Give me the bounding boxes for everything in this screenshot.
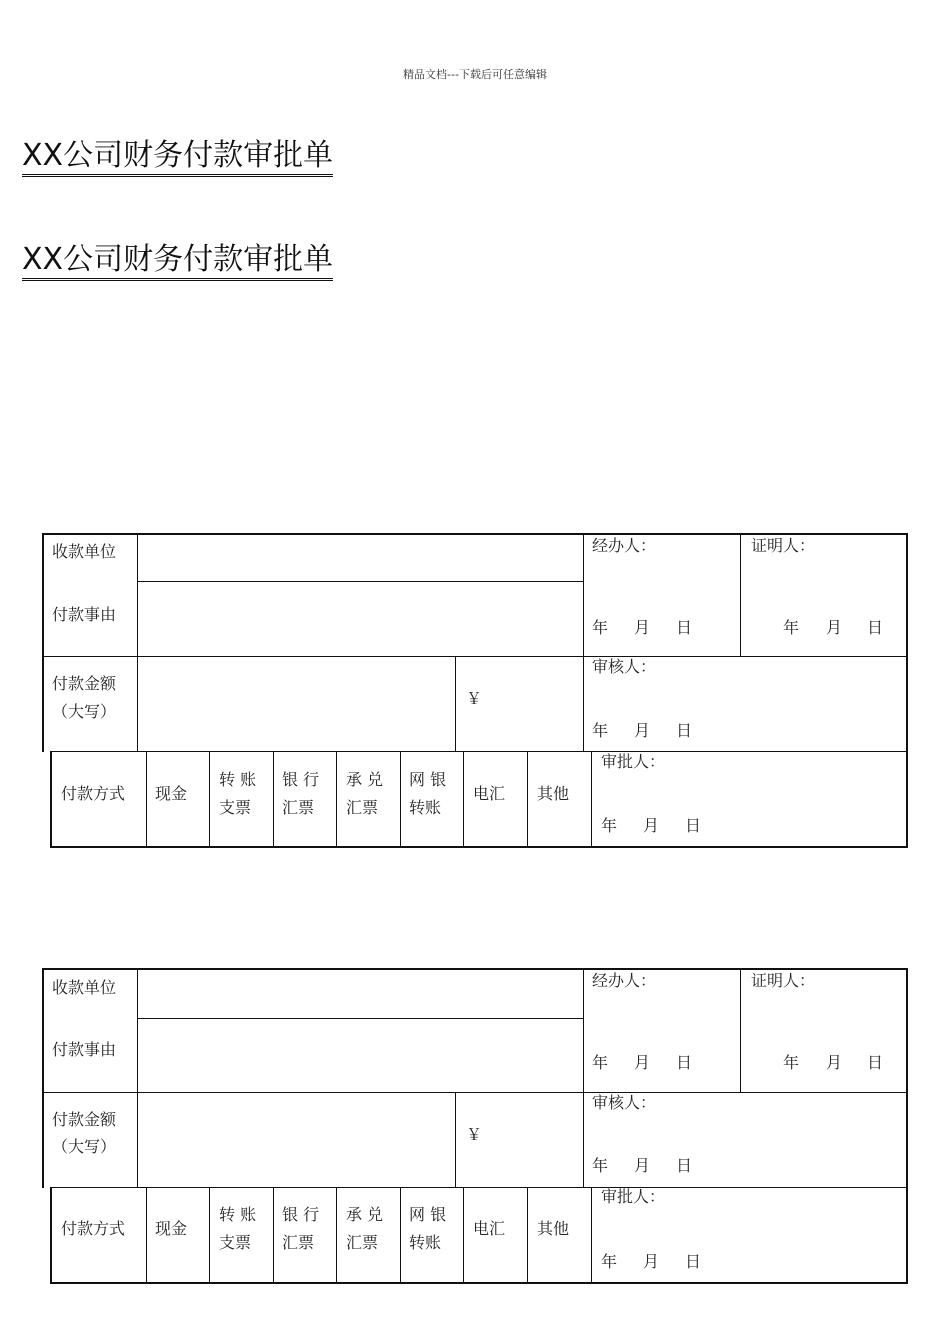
approver-date-day: 日: [685, 1252, 702, 1271]
reviewer-date-year: 年: [592, 721, 609, 740]
method-acceptance-line2: 汇票: [346, 798, 379, 817]
payment-approval-form-repeat: [0, 968, 950, 1288]
witness-label: 证明人：: [751, 536, 816, 555]
method-bank-draft-line1: 银 行: [282, 770, 320, 789]
amount-in-words-label: （大写）: [52, 702, 117, 721]
approver-date-year: 年: [601, 816, 618, 835]
payment-approval-form: [0, 533, 950, 853]
approver-date-year: 年: [601, 1252, 618, 1271]
approver-label: 审批人：: [601, 1187, 666, 1206]
reviewer-date-year: 年: [592, 1156, 609, 1175]
payee-label: 收款单位: [52, 978, 117, 997]
method-acceptance-line1: 承 兑: [346, 1205, 384, 1224]
method-online-banking-line2: 转账: [409, 798, 442, 817]
payment-amount-label: 付款金额: [52, 1110, 117, 1129]
payment-method-label: 付款方式: [61, 1219, 126, 1238]
reviewer-date-month: 月: [634, 1156, 651, 1175]
reviewer-date-day: 日: [676, 721, 693, 740]
handler-date-day: 日: [676, 1053, 693, 1072]
method-online-banking-line1: 网 银: [409, 770, 447, 789]
method-online-banking-line1: 网 银: [409, 1205, 447, 1224]
method-transfer-check-line2: 支票: [219, 1233, 252, 1252]
method-transfer-check-line1: 转 账: [219, 1205, 257, 1224]
reviewer-label: 审核人：: [592, 1093, 657, 1112]
handler-date-month: 月: [634, 1053, 651, 1072]
handler-date-day: 日: [676, 618, 693, 637]
witness-date-year: 年: [783, 618, 800, 637]
handler-date-month: 月: [634, 618, 651, 637]
approver-date-month: 月: [643, 816, 660, 835]
payment-reason-label: 付款事由: [52, 1040, 117, 1059]
handler-label: 经办人：: [592, 536, 657, 555]
document-title: XX公司财务付款审批单: [22, 138, 333, 177]
method-cash: 现金: [155, 1219, 188, 1238]
amount-in-words-label: （大写）: [52, 1137, 117, 1156]
reviewer-date-month: 月: [634, 721, 651, 740]
witness-date-year: 年: [783, 1053, 800, 1072]
payment-reason-label: 付款事由: [52, 605, 117, 624]
method-acceptance-line1: 承 兑: [346, 770, 384, 789]
header-note: 精品文档---下载后可任意编辑: [403, 68, 547, 81]
method-online-banking-line2: 转账: [409, 1233, 442, 1252]
approver-date-day: 日: [685, 816, 702, 835]
method-other: 其他: [537, 784, 570, 803]
handler-date-year: 年: [592, 1053, 609, 1072]
witness-date-day: 日: [867, 618, 884, 637]
payee-label: 收款单位: [52, 542, 117, 561]
handler-label: 经办人：: [592, 971, 657, 990]
method-transfer-check-line2: 支票: [219, 798, 252, 817]
method-bank-draft-line2: 汇票: [282, 798, 315, 817]
method-wire-transfer: 电汇: [473, 784, 506, 803]
witness-label: 证明人：: [751, 971, 816, 990]
payment-amount-label: 付款金额: [52, 674, 117, 693]
method-bank-draft-line1: 银 行: [282, 1205, 320, 1224]
currency-symbol: ￥: [466, 689, 483, 708]
method-bank-draft-line2: 汇票: [282, 1233, 315, 1252]
reviewer-date-day: 日: [676, 1156, 693, 1175]
method-transfer-check-line1: 转 账: [219, 770, 257, 789]
handler-date-year: 年: [592, 618, 609, 637]
method-wire-transfer: 电汇: [473, 1219, 506, 1238]
witness-date-day: 日: [867, 1053, 884, 1072]
method-acceptance-line2: 汇票: [346, 1233, 379, 1252]
document-title-repeat: XX公司财务付款审批单: [22, 242, 333, 281]
currency-symbol: ￥: [466, 1125, 483, 1144]
approver-date-month: 月: [643, 1252, 660, 1271]
reviewer-label: 审核人：: [592, 657, 657, 676]
witness-date-month: 月: [826, 1053, 843, 1072]
method-cash: 现金: [155, 784, 188, 803]
approver-label: 审批人：: [601, 752, 666, 771]
payment-method-label: 付款方式: [61, 784, 126, 803]
method-other: 其他: [537, 1219, 570, 1238]
witness-date-month: 月: [826, 618, 843, 637]
